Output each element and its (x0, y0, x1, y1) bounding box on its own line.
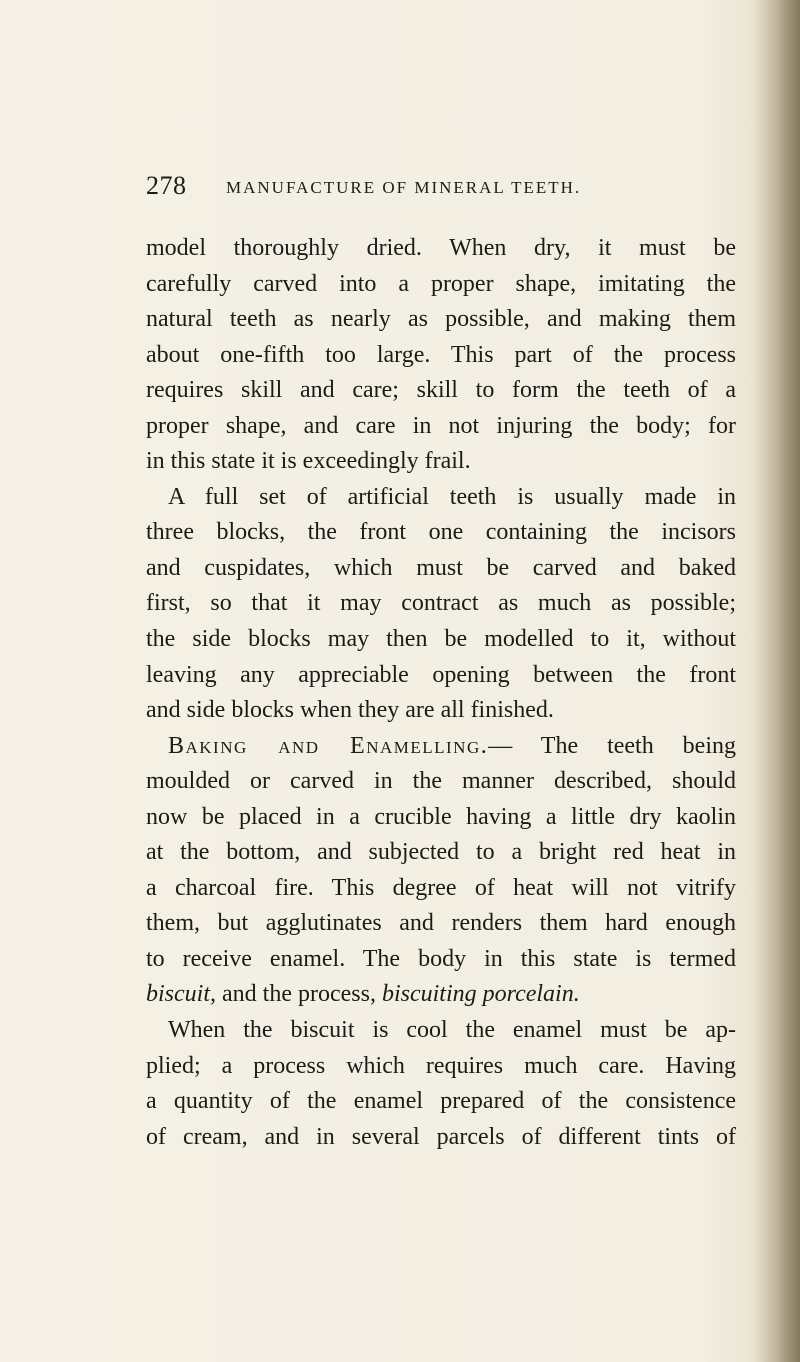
text-line: them, but agglutinates and renders them hard enough (146, 910, 736, 937)
text-line: three blocks, the front one containing the incisors (146, 519, 736, 546)
term-biscuiting-porcelain: biscuiting porcelain. (381, 981, 580, 1008)
text-line: proper shape, and care in not injuring the body; for (146, 412, 736, 439)
em-dash: — (488, 732, 513, 759)
text-line: first, so that it may contract as much as possible; (146, 590, 736, 617)
text-fragment: and the process, (216, 981, 382, 1008)
text-line: A full set of artificial teeth is usually made in (168, 483, 736, 510)
text-line: a quantity of the enamel prepared of the consistence (146, 1088, 736, 1115)
running-title: MANUFACTURE OF MINERAL TEETH. (226, 178, 582, 197)
running-head (146, 171, 736, 204)
text-line: leaving any appreciable opening between the front (146, 661, 736, 688)
text-line: to receive enamel. The body in this state is termed (146, 945, 736, 972)
text-line: of cream, and in several parcels of different tints of (146, 1123, 736, 1150)
text-line: carefully carved into a proper shape, imitating the (146, 270, 736, 297)
text-line: at the bottom, and subjected to a bright red heat in (146, 839, 736, 866)
text-line: natural teeth as nearly as possible, and making them (146, 306, 736, 333)
text-line: plied; a process which requires much care. Having (146, 1052, 736, 1079)
text-line: and side blocks when they are all finished. (146, 697, 554, 724)
text-line: now be placed in a crucible having a little dry kaolin (146, 803, 736, 830)
term-biscuit: biscuit, (146, 981, 216, 1008)
text-line: a charcoal fire. This degree of heat will not vitrify (146, 874, 736, 901)
text-line-italic-terms (146, 977, 736, 1013)
text-line: When the biscuit is cool the enamel must be ap- (168, 1017, 736, 1044)
body-text (146, 231, 736, 1155)
text-line: requires skill and care; skill to form the teeth of a (146, 377, 736, 404)
page-edge-shadow (756, 0, 800, 1362)
page-number: 278 (146, 171, 187, 200)
section-heading-line (146, 729, 736, 765)
text-line: the side blocks may then be modelled to it, without (146, 626, 736, 653)
section-heading: Baking and Enamelling. (168, 732, 489, 759)
text-line: moulded or carved in the manner described, should (146, 768, 736, 795)
text-line: about one-fifth too large. This part of the process (146, 341, 736, 368)
text-line: in this state it is exceedingly frail. (146, 448, 471, 475)
text-line: and cuspidates, which must be carved and baked (146, 554, 736, 581)
text-line: model thoroughly dried. When dry, it must be (146, 235, 736, 261)
heading-line-text: The teeth being (540, 732, 737, 759)
